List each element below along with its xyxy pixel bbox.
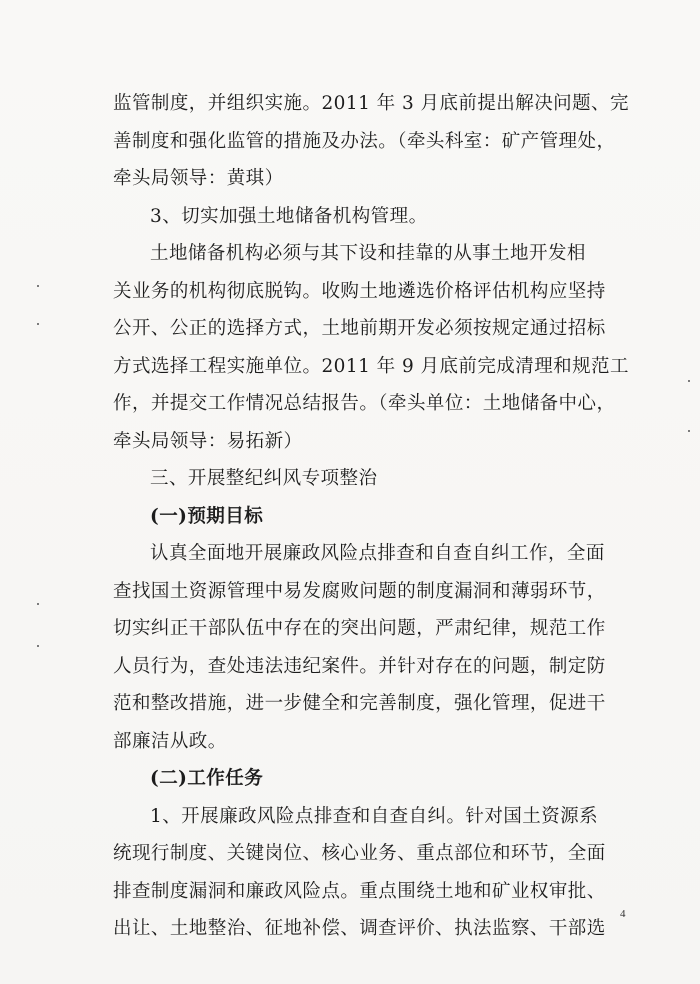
paragraph-line: 切实纠正干部队伍中存在的突出问题，严肃纪律，规范工作 — [113, 618, 606, 639]
scan-speck — [37, 645, 39, 647]
paragraph-line: 土地储备机构必须与其下设和挂靠的从事土地开发相 — [150, 243, 586, 264]
paragraph-line: 排查制度漏洞和廉政风险点。重点围绕土地和矿业权审批、 — [113, 881, 606, 902]
paragraph-line: 统现行制度、关键岗位、核心业务、重点部位和环节，全面 — [113, 843, 606, 864]
paragraph-line: 公开、公正的选择方式，土地前期开发必须按规定通过招标 — [113, 318, 606, 339]
scan-speck — [688, 430, 690, 432]
paragraph-line: 监管制度，并组织实施。2011 年 3 月底前提出解决问题、完 — [113, 93, 629, 114]
section-heading: 三、开展整纪纠风专项整治 — [150, 468, 378, 489]
paragraph-line: 范和整改措施，进一步健全和完善制度，强化管理，促进干 — [113, 693, 606, 714]
scan-speck — [688, 380, 690, 382]
scan-speck — [37, 323, 39, 325]
page-number: 4 — [620, 908, 626, 920]
paragraph-line: 关业务的机构彻底脱钩。收购土地遴选价格评估机构应坚持 — [113, 281, 606, 302]
paragraph-line: 查找国土资源管理中易发腐败问题的制度漏洞和薄弱环节， — [113, 581, 606, 602]
section-item-heading: 3、切实加强土地储备机构管理。 — [150, 206, 428, 227]
subsection-heading: (一)预期目标 — [150, 506, 264, 527]
paragraph-line: 1、开展廉政风险点排查和自查自纠。针对国土资源系 — [150, 806, 599, 827]
scan-speck — [37, 603, 39, 605]
scan-speck — [37, 285, 39, 287]
paragraph-line: 认真全面地开展廉政风险点排查和自查自纠工作，全面 — [150, 543, 605, 564]
paragraph-line: 牵头局领导：易拓新） — [113, 431, 303, 452]
paragraph-line: 人员行为，查处违法违纪案件。并针对存在的问题，制定防 — [113, 656, 606, 677]
paragraph-line: 牵头局领导：黄琪） — [113, 168, 284, 189]
paragraph-line: 作，并提交工作情况总结报告。（牵头单位：土地储备中心， — [113, 393, 616, 414]
paragraph-line: 部廉洁从政。 — [113, 731, 227, 752]
paragraph-line: 方式选择工程实施单位。2011 年 9 月底前完成清理和规范工 — [113, 356, 629, 377]
subsection-heading: (二)工作任务 — [150, 768, 264, 789]
paragraph-line: 出让、土地整治、征地补偿、调查评价、执法监察、干部选 — [113, 918, 606, 939]
paragraph-line: 善制度和强化监管的措施及办法。（牵头科室：矿产管理处， — [113, 131, 616, 152]
